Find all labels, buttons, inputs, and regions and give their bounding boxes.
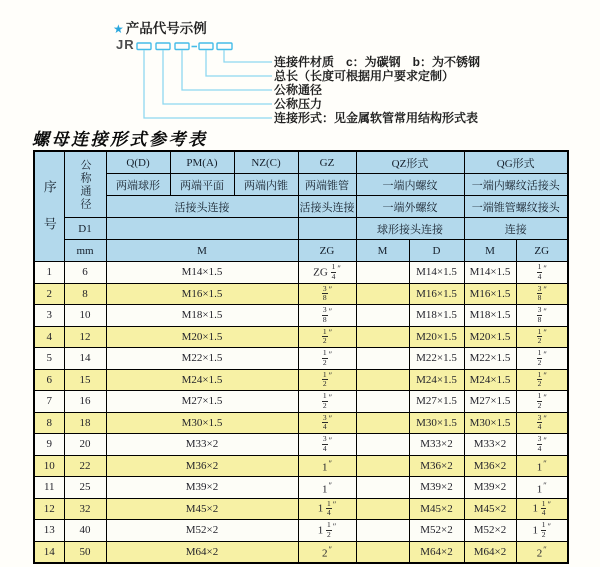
code-box-2 — [156, 43, 170, 50]
cell-qz-d: M22×1.5 — [409, 348, 464, 370]
desc-qz: 一端内螺纹 — [356, 174, 464, 196]
stacked-fraction: $\frac{3}{8}$ — [322, 283, 327, 303]
cell-bore-mm: 16 — [64, 391, 106, 413]
cell-qg-m: M22×1.5 — [464, 348, 516, 370]
cell-m-thread: M36×2 — [106, 455, 298, 477]
code-box-1 — [137, 43, 151, 50]
table-row — [34, 455, 568, 477]
cell-qg-m: M45×2 — [464, 498, 516, 520]
inch-mark: ″ — [332, 520, 337, 531]
cell-bore-mm: 18 — [64, 412, 106, 434]
table-header — [34, 151, 568, 262]
stacked-fraction: $\frac{1}{2}$ — [326, 520, 331, 539]
inch-mark: ″ — [543, 434, 547, 445]
cell-qg-m: M33×2 — [464, 434, 516, 456]
table-row — [34, 541, 568, 563]
header-row-forms — [34, 151, 568, 174]
stacked-fraction: $\frac{3}{8}$ — [537, 283, 542, 303]
inch-mark: ″ — [543, 348, 547, 359]
cell-qz-d: M52×2 — [409, 520, 464, 542]
cell-qz-d: M20×1.5 — [409, 326, 464, 348]
table-row — [34, 326, 568, 348]
code-label-length: 总长（长度可根据用户要求定制） — [274, 69, 455, 83]
inch-mark: ″ — [543, 544, 547, 555]
stacked-fraction: $\frac{3}{4}$ — [322, 434, 327, 453]
inch-mark: ″ — [543, 391, 547, 402]
diagram-title — [113, 17, 207, 37]
cell-qz-m — [356, 477, 409, 499]
stacked-fraction: $\frac{1}{4}$ — [541, 498, 546, 518]
cell-gz-thread: 1″ — [298, 477, 356, 499]
cell-m-thread: M39×2 — [106, 477, 298, 499]
cell-seq: 1 — [34, 262, 64, 284]
stacked-fraction: $\frac{3}{4}$ — [537, 434, 542, 453]
stacked-fraction: $\frac{1}{4}$ — [326, 498, 331, 518]
cell-qz-d: M14×1.5 — [409, 262, 464, 284]
unit-qz-m: M — [356, 240, 409, 262]
code-label-diameter: 公称通径 — [274, 83, 323, 97]
stacked-fraction: $\frac{3}{4}$ — [537, 412, 542, 432]
cell-qz-m — [356, 262, 409, 284]
cell-qg-zg — [516, 262, 568, 284]
inch-mark: ″ — [328, 305, 333, 316]
inch-mark: ″ — [332, 499, 337, 510]
cell-qg-m: M30×1.5 — [464, 412, 516, 434]
table-row — [34, 305, 568, 327]
table-body — [34, 262, 568, 564]
cell-gz-thread: 1″ — [298, 455, 356, 477]
cell-bore-mm: 22 — [64, 455, 106, 477]
cell-seq: 2 — [34, 283, 64, 305]
table-row — [34, 283, 568, 305]
star-icon: ★ — [113, 22, 124, 36]
inch-mark: ″ — [543, 262, 547, 273]
cell-qz-d: M33×2 — [409, 434, 464, 456]
inch-mark: ″ — [328, 458, 333, 469]
cell-m-thread: M16×1.5 — [106, 283, 298, 305]
code-label-material: 连接件材质 c：为碳钢 b：为不锈钢 — [274, 55, 481, 69]
cell-gz-thread: 1 $\frac{1}{2}$ ″ — [298, 520, 356, 542]
cell-qz-d: M45×2 — [409, 498, 464, 520]
cell-gz-thread: 1 $\frac{1}{4}$ ″ — [298, 498, 356, 520]
cell-qz-m — [356, 326, 409, 348]
unit-qg-zg: ZG — [516, 240, 568, 262]
cell-qg-zg — [516, 412, 568, 434]
col-header-bore — [64, 151, 106, 218]
cell-qz-d: M18×1.5 — [409, 305, 464, 327]
cell-qz-m — [356, 455, 409, 477]
inch-mark: ″ — [547, 499, 552, 510]
stacked-fraction: $\frac{3}{8}$ — [322, 305, 327, 324]
stacked-fraction: $\frac{3}{4}$ — [322, 412, 327, 432]
table-row — [34, 391, 568, 413]
cell-qz-m — [356, 305, 409, 327]
inch-mark: ″ — [543, 413, 547, 424]
desc-qd: 两端球形 — [106, 174, 170, 196]
cell-m-thread: M33×2 — [106, 434, 298, 456]
unit-qg-m: M — [464, 240, 516, 262]
conn-union: 活接头连接 — [106, 196, 298, 218]
cell-bore-mm: 10 — [64, 305, 106, 327]
cell-seq: 13 — [34, 520, 64, 542]
cell-qg-zg — [516, 305, 568, 327]
col-header-qg: QG形式 — [464, 151, 568, 174]
cell-qz-m — [356, 412, 409, 434]
subconn-qz: 球形接头连接 — [356, 218, 464, 240]
cell-gz-thread — [298, 391, 356, 413]
cell-qg-zg: 1″ — [516, 477, 568, 499]
cell-qg-zg — [516, 283, 568, 305]
d1-empty-m — [106, 218, 298, 240]
cell-qg-zg: 1″ — [516, 455, 568, 477]
stacked-fraction: $\frac{1}{2}$ — [322, 391, 327, 410]
leader-line-length — [206, 50, 272, 76]
conn-qg: 一端锥管螺纹接头 — [464, 196, 568, 218]
cell-m-thread: M20×1.5 — [106, 326, 298, 348]
cell-qg-zg: 1 $\frac{1}{2}$ ″ — [516, 520, 568, 542]
inch-mark: ″ — [543, 305, 547, 316]
subconn-qg: 连接 — [464, 218, 568, 240]
d1-label: D1 — [64, 218, 106, 240]
cell-qz-m — [356, 348, 409, 370]
header-row-descriptions — [34, 174, 568, 196]
cell-qz-d: M16×1.5 — [409, 283, 464, 305]
inch-mark: ″ — [328, 479, 333, 490]
leader-line-pressure — [163, 50, 272, 104]
cell-qz-m — [356, 541, 409, 563]
inch-mark: ″ — [328, 544, 333, 555]
cell-seq: 3 — [34, 305, 64, 327]
cell-m-thread: M18×1.5 — [106, 305, 298, 327]
cell-seq: 10 — [34, 455, 64, 477]
cell-qg-zg — [516, 369, 568, 391]
cell-seq: 4 — [34, 326, 64, 348]
cell-qz-m — [356, 391, 409, 413]
desc-nzc: 两端内锥 — [234, 174, 298, 196]
inch-mark: ″ — [328, 370, 333, 381]
cell-qg-m: M18×1.5 — [464, 305, 516, 327]
d1-empty-gz — [298, 218, 356, 240]
col-header-pma: PM(A) — [170, 151, 234, 174]
cell-qg-m: M20×1.5 — [464, 326, 516, 348]
cell-qg-m: M16×1.5 — [464, 283, 516, 305]
stacked-fraction: $\frac{1}{4}$ — [331, 262, 336, 281]
cell-seq: 14 — [34, 541, 64, 563]
cell-seq: 8 — [34, 412, 64, 434]
cell-m-thread: M14×1.5 — [106, 262, 298, 284]
unit-zg: ZG — [298, 240, 356, 262]
conn-gz: 活接头连接 — [298, 196, 356, 218]
stacked-fraction: $\frac{1}{2}$ — [322, 348, 327, 367]
cell-seq: 7 — [34, 391, 64, 413]
cell-seq: 9 — [34, 434, 64, 456]
code-box-3 — [175, 43, 189, 50]
header-row-connections — [34, 196, 568, 218]
cell-qg-zg — [516, 326, 568, 348]
cell-bore-mm: 40 — [64, 520, 106, 542]
cell-gz-thread — [298, 412, 356, 434]
header-row-units — [34, 240, 568, 262]
col-header-gz: GZ — [298, 151, 356, 174]
table-row — [34, 477, 568, 499]
conn-qz: 一端外螺纹 — [356, 196, 464, 218]
stacked-fraction: $\frac{1}{2}$ — [537, 391, 542, 410]
header-row-d1 — [34, 218, 568, 240]
inch-mark: ″ — [337, 262, 341, 273]
cell-qz-m — [356, 369, 409, 391]
nut-connection-table — [33, 150, 569, 564]
cell-seq: 5 — [34, 348, 64, 370]
inch-mark: ″ — [543, 370, 547, 381]
cell-m-thread: M64×2 — [106, 541, 298, 563]
cell-bore-mm: 8 — [64, 283, 106, 305]
cell-m-thread: M22×1.5 — [106, 348, 298, 370]
cell-qg-zg: 1 $\frac{1}{4}$ ″ — [516, 498, 568, 520]
cell-qg-zg: 2″ — [516, 541, 568, 563]
cell-qg-zg — [516, 434, 568, 456]
cell-gz-thread: 2″ — [298, 541, 356, 563]
cell-qz-d: M64×2 — [409, 541, 464, 563]
cell-bore-mm: 15 — [64, 369, 106, 391]
inch-mark: ″ — [547, 520, 552, 531]
col-header-nzc: NZ(C) — [234, 151, 298, 174]
cell-gz-thread — [298, 434, 356, 456]
cell-m-thread: M52×2 — [106, 520, 298, 542]
cell-qz-d: M36×2 — [409, 455, 464, 477]
inch-mark: ″ — [328, 348, 333, 359]
cell-qz-m — [356, 498, 409, 520]
cell-qz-m — [356, 283, 409, 305]
table-row — [34, 520, 568, 542]
cell-seq: 11 — [34, 477, 64, 499]
stacked-fraction: $\frac{1}{2}$ — [537, 326, 542, 346]
code-label-pressure: 公称压力 — [274, 97, 323, 111]
desc-pma: 两端平面 — [170, 174, 234, 196]
cell-m-thread: M27×1.5 — [106, 391, 298, 413]
inch-mark: ″ — [543, 284, 547, 295]
cell-qg-m: M27×1.5 — [464, 391, 516, 413]
col-header-qz: QZ形式 — [356, 151, 464, 174]
table-row — [34, 348, 568, 370]
cell-qg-m: M24×1.5 — [464, 369, 516, 391]
cell-seq: 6 — [34, 369, 64, 391]
table-row — [34, 434, 568, 456]
table-row — [34, 412, 568, 434]
unit-m: M — [106, 240, 298, 262]
cell-bore-mm: 6 — [64, 262, 106, 284]
cell-qz-d: M27×1.5 — [409, 391, 464, 413]
seq-label: 序号 — [41, 180, 57, 254]
cell-seq: 12 — [34, 498, 64, 520]
cell-gz-thread — [298, 305, 356, 327]
cell-gz-thread — [298, 283, 356, 305]
cell-qg-m: M14×1.5 — [464, 262, 516, 284]
inch-mark: ″ — [543, 458, 547, 469]
cell-gz-thread — [298, 369, 356, 391]
cell-qz-d: M30×1.5 — [409, 412, 464, 434]
cell-qg-m: M39×2 — [464, 477, 516, 499]
leader-line-diameter — [182, 50, 272, 90]
col-header-qd: Q(D) — [106, 151, 170, 174]
stacked-fraction: $\frac{1}{4}$ — [537, 262, 542, 281]
cell-bore-mm: 32 — [64, 498, 106, 520]
mm-label: mm — [64, 240, 106, 262]
cell-gz-thread — [298, 326, 356, 348]
stacked-fraction: $\frac{3}{8}$ — [537, 305, 542, 324]
bore-label: 公称通径 — [79, 158, 91, 211]
inch-mark: ″ — [328, 413, 333, 424]
desc-qg: 一端内螺纹活接头 — [464, 174, 568, 196]
leader-line-material — [224, 50, 272, 62]
cell-qg-m: M52×2 — [464, 520, 516, 542]
cell-qz-d: M24×1.5 — [409, 369, 464, 391]
cell-bore-mm: 20 — [64, 434, 106, 456]
stacked-fraction: $\frac{1}{2}$ — [537, 348, 542, 367]
table-row — [34, 369, 568, 391]
inch-mark: ″ — [328, 391, 333, 402]
stacked-fraction: $\frac{1}{2}$ — [541, 520, 546, 539]
inch-mark: ″ — [328, 434, 333, 445]
cell-gz-thread — [298, 348, 356, 370]
cell-qg-m: M64×2 — [464, 541, 516, 563]
inch-mark: ″ — [328, 327, 333, 338]
cell-m-thread: M24×1.5 — [106, 369, 298, 391]
stacked-fraction: $\frac{1}{2}$ — [322, 326, 327, 346]
diagram-title-text: 产品代号示例 — [125, 21, 207, 36]
table-row — [34, 262, 568, 284]
cell-bore-mm: 25 — [64, 477, 106, 499]
cell-bore-mm: 50 — [64, 541, 106, 563]
cell-qz-m — [356, 520, 409, 542]
inch-mark: ″ — [543, 479, 547, 490]
table-title: 螺母连接形式参考表 — [32, 130, 208, 149]
cell-qz-d: M39×2 — [409, 477, 464, 499]
cell-qz-m — [356, 434, 409, 456]
inch-mark: ″ — [328, 284, 333, 295]
cell-bore-mm: 14 — [64, 348, 106, 370]
cell-qg-zg — [516, 391, 568, 413]
inch-mark: ″ — [543, 327, 547, 338]
cell-gz-thread: ZG $\frac{1}{4}$ ″ — [298, 262, 356, 284]
stacked-fraction: $\frac{1}{2}$ — [537, 369, 542, 389]
col-header-seq — [34, 151, 64, 262]
product-code-diagram — [0, 0, 600, 126]
table-row — [34, 498, 568, 520]
code-box-4 — [199, 43, 213, 50]
code-box-5 — [217, 43, 232, 50]
code-label-form: 连接形式：见金属软管常用结构形式表 — [274, 111, 479, 125]
unit-qz-d: D — [409, 240, 464, 262]
cell-qg-zg — [516, 348, 568, 370]
stacked-fraction: $\frac{1}{2}$ — [322, 369, 327, 389]
cell-qg-m: M36×2 — [464, 455, 516, 477]
cell-m-thread: M45×2 — [106, 498, 298, 520]
cell-bore-mm: 12 — [64, 326, 106, 348]
desc-gz: 两端锥管 — [298, 174, 356, 196]
cell-m-thread: M30×1.5 — [106, 412, 298, 434]
code-prefix: JR — [116, 37, 135, 52]
